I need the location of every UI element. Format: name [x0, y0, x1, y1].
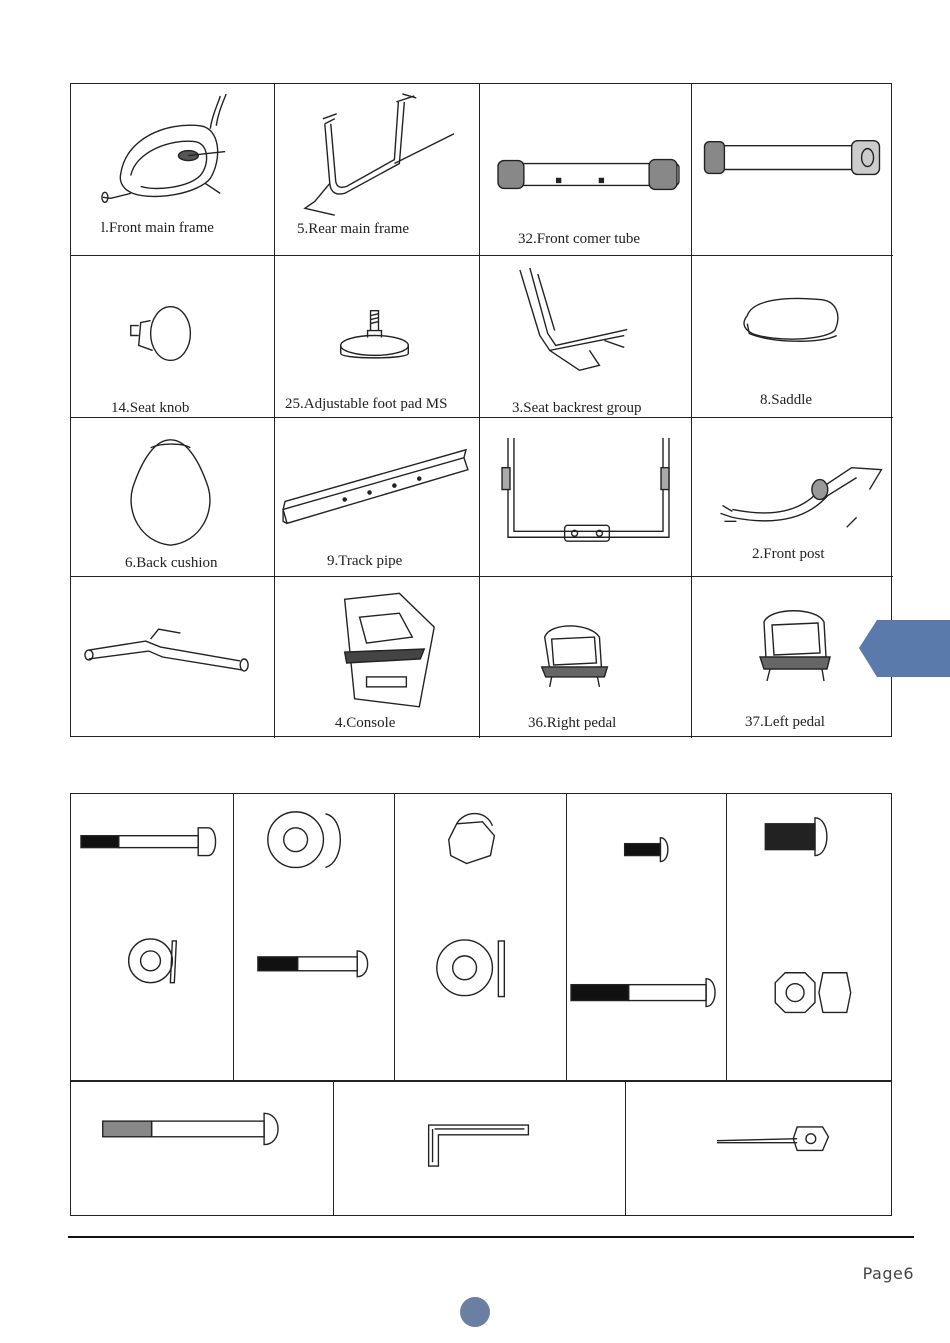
hardware-cell: [626, 1082, 893, 1215]
hardware-cell: [727, 794, 893, 1080]
part-seat-backrest-group: [480, 256, 692, 418]
back-cushion-illustration: [71, 418, 274, 576]
hardware-cell: [234, 794, 395, 1080]
long-bolt-illustration: [71, 1082, 333, 1215]
part-label: 37.Left pedal: [745, 714, 825, 730]
page-dot: [460, 1297, 490, 1327]
allen-key-illustration: [334, 1082, 625, 1215]
part-label: l.Front main frame: [101, 220, 214, 236]
part-u-handle: [480, 418, 692, 577]
part-label: 4.Console: [335, 715, 396, 731]
hardware-grid-bottom: [70, 1080, 892, 1216]
part-label: 14.Seat knob: [111, 400, 190, 416]
console-illustration: [275, 577, 479, 738]
part-saddle: [692, 256, 893, 418]
part-seat-knob: [71, 256, 275, 418]
part-console: [275, 577, 480, 738]
part-front-corner-tube: [480, 84, 692, 256]
hardware-cell: [395, 794, 567, 1080]
hardware-grid-top: [70, 793, 892, 1081]
part-track-pipe: [275, 418, 480, 577]
part-label: 8.Saddle: [760, 392, 813, 408]
part-label: 3.Seat backrest group: [512, 400, 642, 416]
part-label: 6.Back cushion: [125, 555, 218, 571]
part-front-post: [692, 418, 893, 577]
footer-divider: [68, 1236, 914, 1238]
multi-tool-illustration: [626, 1082, 893, 1215]
part-right-pedal: [480, 577, 692, 738]
hardware-illustration: [234, 794, 394, 1080]
part-rear-tube: [692, 84, 893, 256]
hardware-cell: [71, 1082, 334, 1215]
front-corner-tube-illustration: [480, 84, 691, 255]
part-handlebar: [71, 577, 275, 738]
page-number: Page6: [862, 1264, 914, 1283]
hardware-illustration: [727, 794, 893, 1080]
hardware-illustration: [395, 794, 566, 1080]
part-rear-main-frame: [275, 84, 480, 256]
hardware-cell: [71, 794, 234, 1080]
u-handle-illustration: [480, 418, 691, 576]
hardware-cell: [567, 794, 727, 1080]
part-adjustable-foot-pad: [275, 256, 480, 418]
parts-grid: [70, 83, 892, 737]
seat-knob-illustration: [71, 256, 274, 417]
handlebar-illustration: [71, 577, 274, 738]
hardware-cell: [334, 1082, 626, 1215]
part-front-main-frame: [71, 84, 275, 256]
part-label: 32.Front comer tube: [518, 231, 641, 247]
rear-tube-illustration: [692, 84, 893, 255]
part-back-cushion: [71, 418, 275, 577]
hardware-illustration: [567, 794, 726, 1080]
part-label: 9.Track pipe: [327, 553, 403, 569]
seat-backrest-group-illustration: [480, 256, 691, 417]
part-label: 5.Rear main frame: [297, 221, 410, 237]
section-tab-arrow: [859, 620, 950, 677]
adjustable-foot-pad-illustration: [275, 256, 479, 417]
part-label: 36.Right pedal: [528, 715, 617, 731]
hardware-illustration: [71, 794, 233, 1080]
part-label: 2.Front post: [752, 546, 825, 562]
right-pedal-illustration: [480, 577, 691, 738]
part-label: 25.Adjustable foot pad MS: [285, 396, 448, 412]
